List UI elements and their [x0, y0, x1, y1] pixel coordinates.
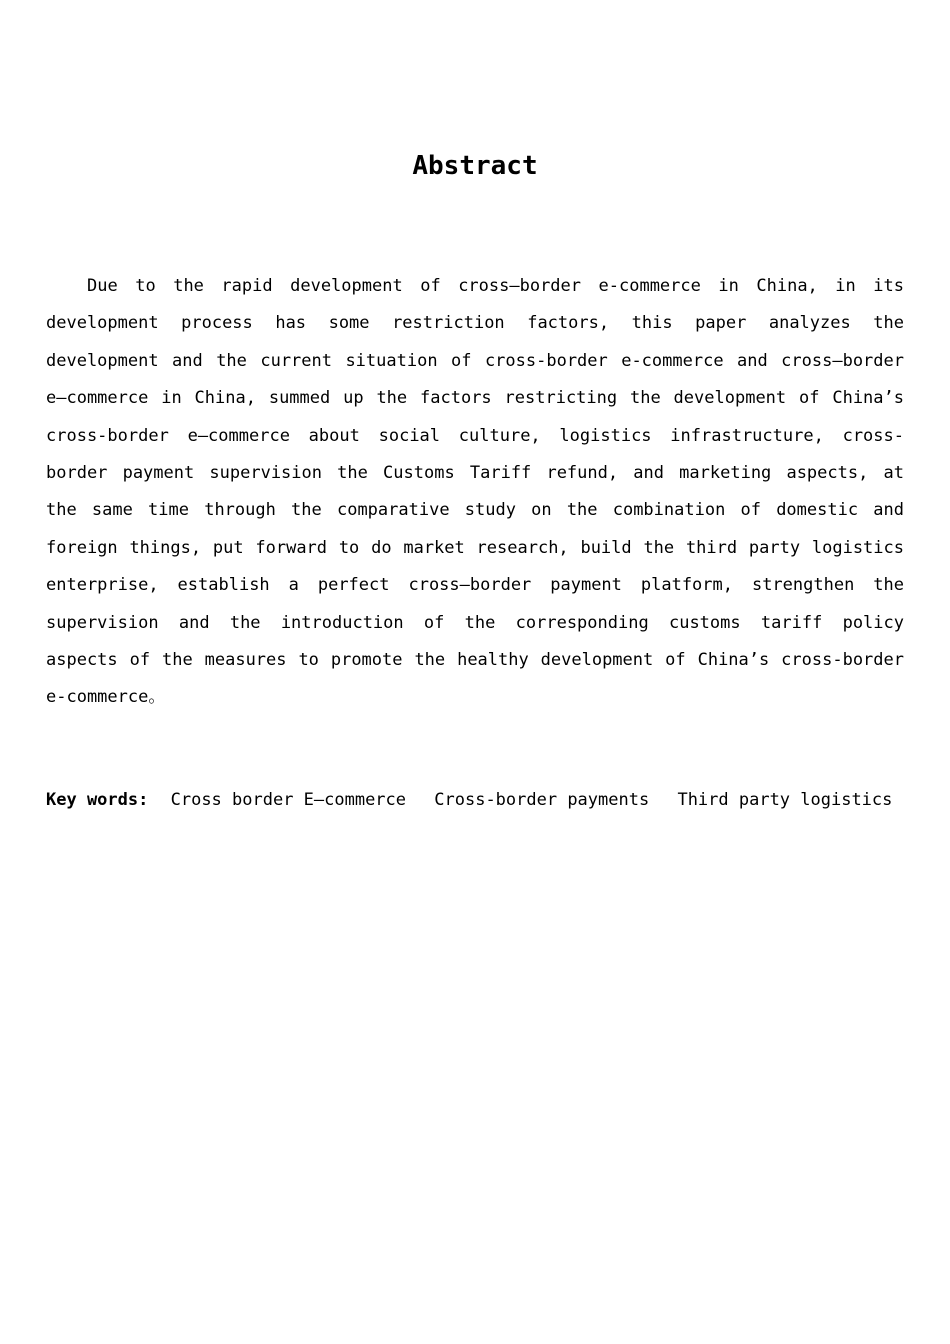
- keywords-line: [46, 784, 916, 816]
- keyword-item: Cross border E—commerce: [170, 790, 407, 810]
- keywords-label: Key words:: [46, 790, 149, 810]
- keyword-item: Third party logistics: [677, 790, 893, 810]
- abstract-body: Due to the rapid development of cross—border e-commerce in China, in its development process has some restriction factors, this paper analyzes the development and the current situation of cross-border e-commerce and cross—border e—commerce in China, summed up the factors restricting the development of China’s cross-border e—commerce about social culture, logistics infrastructure, cross-border payment supervision the Customs Tariff refund, and marketing aspects, at the same time through the comparative study on the combination of domestic and foreign things, put forward to do market research, build the third party logistics enterprise, establish a perfect cross—border payment platform, strengthen the supervision and the introduction of the corresponding customs tariff policy aspects of the measures to promote the healthy development of China’s cross-border e-commerce。: [46, 276, 904, 708]
- abstract-title: Abstract: [412, 151, 538, 181]
- keyword-item: Cross-border payments: [434, 790, 650, 810]
